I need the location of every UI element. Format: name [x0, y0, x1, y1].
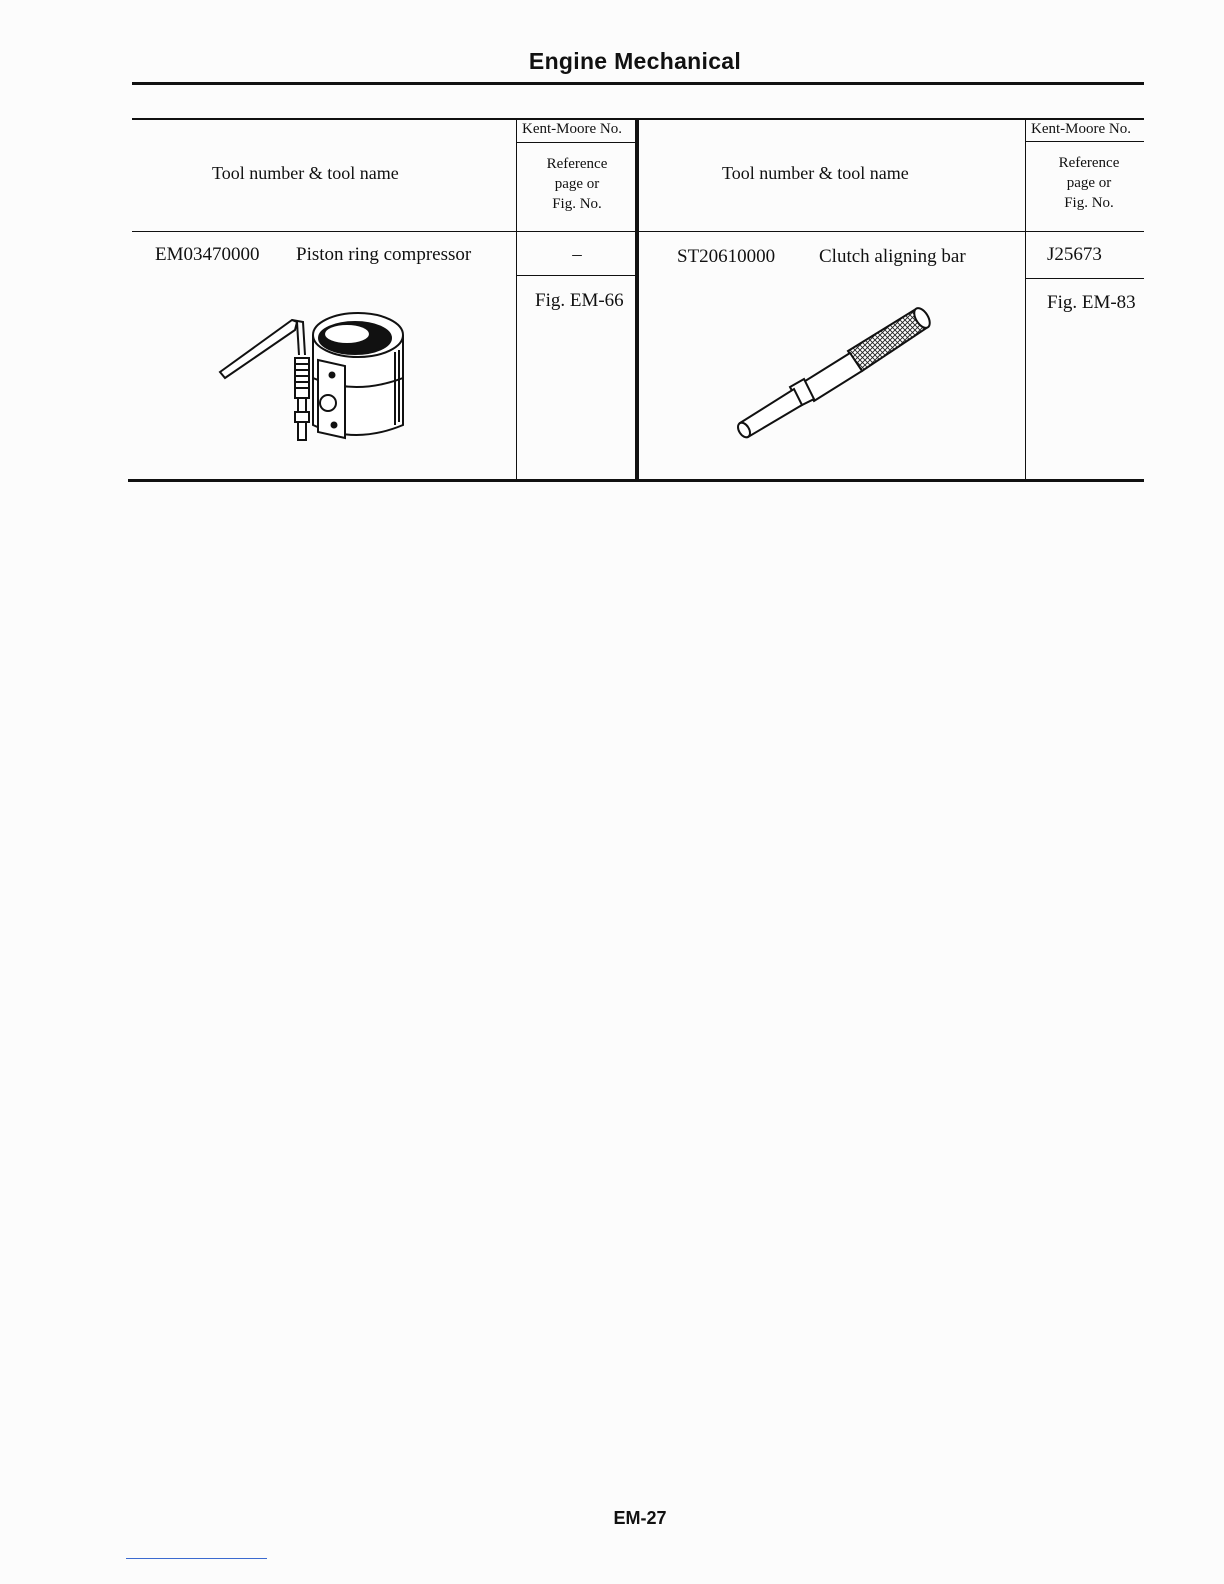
ref-line-1: Reference	[546, 156, 608, 172]
right-reference-header	[1030, 153, 1148, 213]
km-divider-left	[517, 142, 637, 143]
left-reference: Fig. EM-66	[535, 290, 624, 311]
right-col-header: Tool number & tool name	[722, 163, 909, 183]
left-tool-number: EM03470000	[155, 244, 260, 265]
km-row-divider-left	[517, 275, 637, 276]
left-col-header: Tool number & tool name	[212, 163, 399, 183]
column-rule-3	[1025, 118, 1026, 481]
left-tool-name: Piston ring compressor	[296, 244, 472, 265]
right-kent-moore-header: Kent-Moore No.	[1031, 121, 1131, 137]
left-reference-header	[517, 154, 637, 214]
page-title: Engine Mechanical	[528, 48, 742, 74]
footer-link-underline	[126, 1558, 267, 1559]
km-row-divider-right	[1026, 278, 1144, 279]
left-kent-moore-header: Kent-Moore No.	[522, 121, 622, 137]
title-rule	[132, 82, 1144, 85]
ref-line-3: Fig. No.	[1064, 195, 1114, 211]
ref-line-1: Reference	[1058, 155, 1120, 171]
right-kent-moore-no: J25673	[1047, 244, 1102, 265]
ref-line-2: page or	[554, 176, 600, 192]
page-number: EM-27	[613, 1508, 667, 1528]
ref-line-3: Fig. No.	[552, 196, 602, 212]
right-reference: Fig. EM-83	[1047, 292, 1136, 313]
ref-line-2: page or	[1066, 175, 1112, 191]
right-tool-number: ST20610000	[677, 246, 776, 267]
left-kent-moore-no: –	[572, 244, 582, 265]
piston-ring-compressor-icon	[215, 300, 415, 460]
clutch-aligning-bar-icon	[730, 305, 940, 445]
right-tool-name: Clutch aligning bar	[819, 246, 966, 267]
km-divider-right	[1026, 141, 1144, 142]
